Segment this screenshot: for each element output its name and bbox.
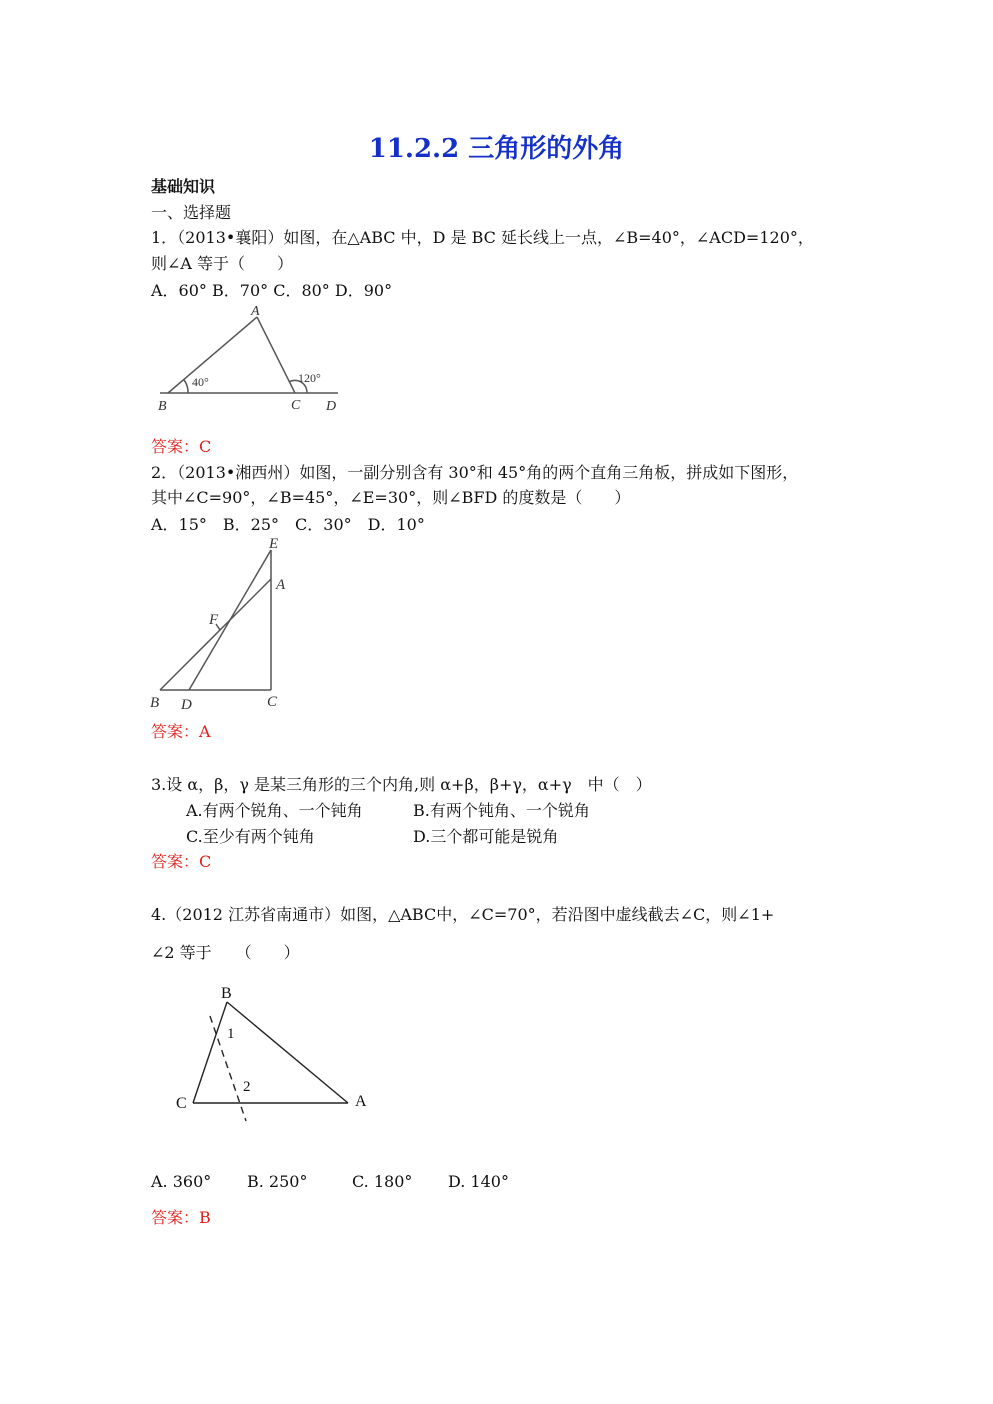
- q3-answer: 答案：C: [151, 852, 212, 871]
- q1-angle-ACD-label: 120°: [298, 371, 321, 385]
- q3-stem: 3.设 α，β，γ 是某三角形的三个内角,则 α+β，β+γ，α+γ 中（ ）: [151, 775, 652, 794]
- page-title: 11.2.2 三角形的外角: [368, 134, 625, 164]
- q3-option-b: B.有两个钝角、一个锐角: [413, 801, 590, 820]
- q4-answer: 答案：B: [151, 1208, 211, 1227]
- q2-answer: 答案：A: [151, 722, 211, 741]
- q1-stem-line1: 1．（2013•襄阳）如图，在△ABC 中，D 是 BC 延长线上一点，∠B=40°，∠ACD=120°，: [151, 228, 814, 247]
- q4-option-a: A. 360°: [151, 1172, 212, 1191]
- q4-option-c: C. 180°: [352, 1172, 413, 1191]
- q4-angle-1-label: 1: [227, 1026, 235, 1042]
- q1-answer: 答案：C: [151, 437, 212, 456]
- q2-label-B: B: [150, 695, 160, 711]
- q1-label-C: C: [291, 398, 301, 413]
- subsection-heading: 一、选择题: [151, 203, 232, 222]
- q1-options: A．60° B．70° C．80° D．90°: [151, 281, 393, 300]
- q2-label-E: E: [269, 536, 279, 552]
- q3-option-d: D.三个都可能是锐角: [413, 827, 559, 846]
- q2-label-F: F: [209, 612, 219, 628]
- q3-option-a: A.有两个锐角、一个钝角: [186, 801, 363, 820]
- q2-label-D: D: [181, 697, 192, 713]
- q1-stem-line2: 则∠A 等于（ ）: [151, 254, 294, 273]
- q2-triangle-figure: [145, 530, 305, 720]
- q4-stem-line1: 4.（2012 江苏省南通市）如图，△ABC中，∠C=70°，若沿图中虚线截去∠C，则∠1+: [151, 905, 775, 924]
- q1-angle-B-label: 40°: [192, 375, 209, 389]
- q2-options: A．15° B．25° C．30° D．10°: [151, 515, 425, 534]
- q4-label-C: C: [176, 1095, 187, 1112]
- q4-label-A: A: [355, 1093, 367, 1110]
- q2-stem-line1: 2．（2013•湘西州）如图，一副分别含有 30°和 45°角的两个直角三角板，拼成如下图形，: [151, 463, 799, 482]
- q2-label-A: A: [276, 577, 286, 593]
- q1-label-B: B: [158, 399, 167, 414]
- q4-angle-2-label: 2: [243, 1079, 251, 1095]
- q2-stem-line2: 其中∠C=90°，∠B=45°，∠E=30°，则∠BFD 的度数是（ ）: [151, 488, 631, 507]
- section-heading: 基础知识: [151, 177, 216, 196]
- q2-label-C: C: [267, 694, 278, 710]
- q1-label-D: D: [326, 399, 337, 414]
- q4-triangle-figure: [170, 978, 380, 1128]
- q4-option-d: D. 140°: [448, 1172, 509, 1191]
- q4-option-b: B. 250°: [247, 1172, 308, 1191]
- q1-triangle-figure: [150, 300, 350, 420]
- q4-label-B: B: [221, 985, 232, 1002]
- q3-option-c: C.至少有两个钝角: [186, 827, 315, 846]
- q4-stem-line2: ∠2 等于 （ ）: [151, 943, 300, 962]
- q1-label-A: A: [251, 304, 260, 319]
